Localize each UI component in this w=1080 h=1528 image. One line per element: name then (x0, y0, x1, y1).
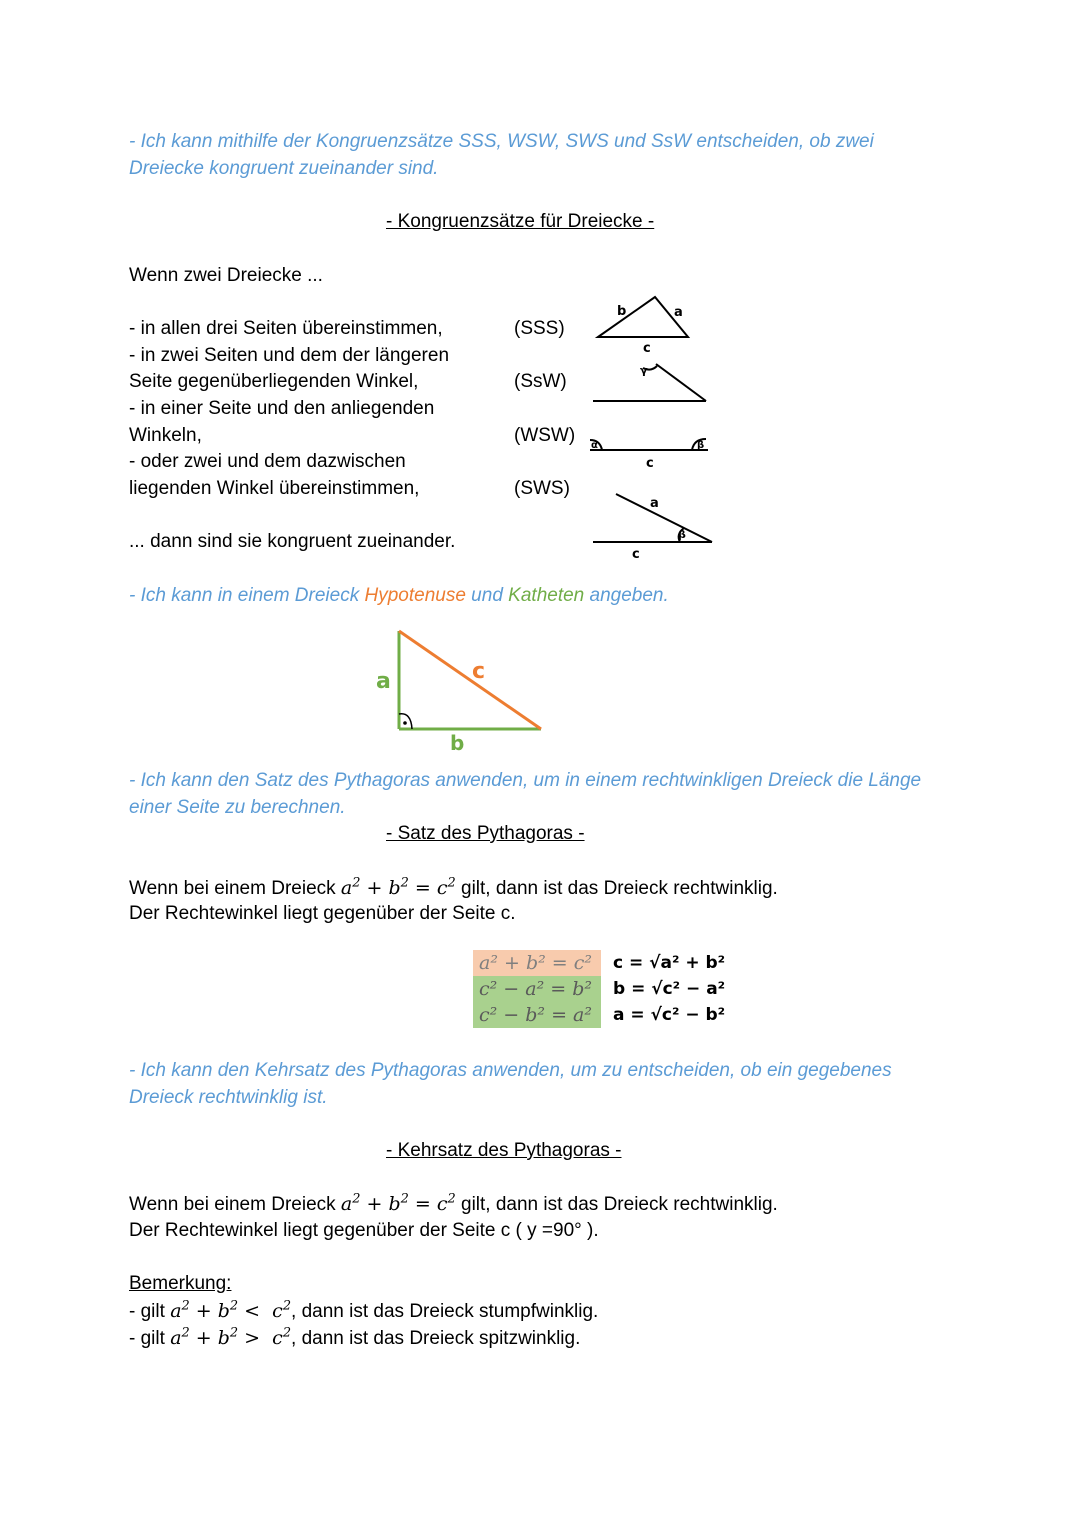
pythagoras-sentence-2: Der Rechtewinkel liegt gegenüber der Seite c. (129, 903, 516, 924)
pythagoras-sentence-1 (129, 877, 778, 900)
goal-2-katheten: Katheten (508, 585, 585, 606)
remark-1-post: , dann ist das Dreieck stumpfwinklig. (291, 1301, 599, 1322)
sketch-ssw (593, 364, 706, 401)
root-formula-a: a = √c² − b² (613, 1005, 726, 1025)
converse-heading: - Kehrsatz des Pythagoras - (386, 1140, 622, 1161)
sketch-wsw (590, 439, 708, 450)
wsw-label-beta: β (697, 440, 705, 451)
hypotenuse-c (399, 631, 541, 729)
goal-3-line-2: einer Seite zu berechnen. (129, 797, 346, 818)
conv-s1-post: gilt, dann ist das Dreieck rechtwinklig. (455, 1194, 778, 1215)
label-b: b (450, 731, 465, 755)
root-formula-c: c = √a² + b² (613, 953, 726, 973)
sss-label-c: c (643, 341, 651, 356)
goal-4-line-1: - Ich kann den Kehrsatz des Pythagoras anwenden, um zu entscheiden, ob ein gegebenes (129, 1060, 892, 1081)
wsw-label-alpha: α (591, 440, 598, 451)
formula-a-squared: c² − b² = a² (473, 1002, 601, 1028)
remark-line-1 (129, 1300, 598, 1323)
goal-4-line-2: Dreieck rechtwinklig ist. (129, 1087, 328, 1108)
goal-2-hypotenuse: Hypotenuse (364, 585, 466, 606)
congruence-line-4: - in einer Seite und den anliegenden (129, 398, 435, 419)
remark-2-pre: - gilt (129, 1328, 171, 1349)
remark-2-post: , dann ist das Dreieck spitzwinklig. (291, 1328, 581, 1349)
congruence-line-3: Seite gegenüberliegenden Winkel, (129, 371, 419, 392)
wsw-label-c: c (646, 456, 654, 471)
abbr-sss: (SSS) (514, 318, 565, 339)
root-formula-b: b = √c² − a² (613, 979, 726, 999)
goal-2-prefix: - Ich kann in einem Dreieck (129, 585, 365, 606)
converse-sentence-2: Der Rechtewinkel liegt gegenüber der Seite c ( y =90° ). (129, 1220, 599, 1241)
sws-label-c: c (632, 547, 640, 562)
goal-3-line-1: - Ich kann den Satz des Pythagoras anwenden, um in einem rechtwinkligen Dreieck die Länge (129, 770, 922, 791)
label-c: c (472, 659, 486, 684)
congruence-intro: Wenn zwei Dreiecke ... (129, 265, 323, 286)
goal-2-suffix: angeben. (584, 585, 669, 606)
right-triangle-figure (370, 625, 555, 755)
congruence-outro: ... dann sind sie kongruent zueinander. (129, 531, 456, 552)
abbr-sws: (SWS) (514, 478, 570, 499)
pyth-s1-post: gilt, dann ist das Dreieck rechtwinklig. (455, 878, 778, 899)
congruence-line-2: - in zwei Seiten und dem der längeren (129, 345, 450, 366)
conv-s1-pre: Wenn bei einem Dreieck (129, 1194, 341, 1215)
remark-1-pre: - gilt (129, 1301, 171, 1322)
congruence-line-1: - in allen drei Seiten übereinstimmen, (129, 318, 443, 339)
pythagoras-heading: - Satz des Pythagoras - (386, 823, 585, 844)
congruence-line-5: Winkeln, (129, 425, 202, 446)
congruence-line-6: - oder zwei und dem dazwischen (129, 451, 406, 472)
goal-1-line-2: Dreiecke kongruent zueinander sind. (129, 158, 439, 179)
pyth-s1-pre: Wenn bei einem Dreieck (129, 878, 341, 899)
congruence-line-7: liegenden Winkel übereinstimmen, (129, 478, 420, 499)
label-a: a (376, 669, 391, 694)
sws-label-beta: β (678, 528, 686, 541)
sss-label-b: b (617, 304, 627, 319)
congruence-heading: - Kongruenzsätze für Dreiecke - (386, 211, 655, 232)
conv-equation: $a^2 + b^2 = c^2$ (340, 1191, 456, 1215)
sws-label-a: a (650, 496, 659, 511)
goal-2 (129, 585, 669, 607)
goal-1-line-1: - Ich kann mithilfe der Kongruenzsätze SSS, WSW, SWS und SsW entscheiden, ob zwei (129, 131, 874, 152)
abbr-wsw: (WSW) (514, 425, 576, 446)
remark-1-inequality: $a^2 + b^2 < c^2$ (170, 1298, 292, 1322)
converse-sentence-1 (129, 1193, 778, 1216)
abbr-ssw: (SsW) (514, 371, 567, 392)
sss-label-a: a (674, 305, 683, 320)
remark-2-inequality: $a^2 + b^2 > c^2$ (170, 1325, 292, 1349)
congruence-sketches (580, 290, 730, 565)
goal-2-und: und (465, 585, 509, 606)
formula-b-squared: c² − a² = b² (473, 976, 601, 1002)
pyth-equation: $a^2 + b^2 = c^2$ (340, 875, 456, 899)
remark-line-2 (129, 1327, 580, 1350)
formula-c-squared: a² + b² = c² (473, 950, 601, 976)
remark-title: Bemerkung: (129, 1273, 232, 1294)
ssw-label-gamma: γ (640, 364, 648, 377)
